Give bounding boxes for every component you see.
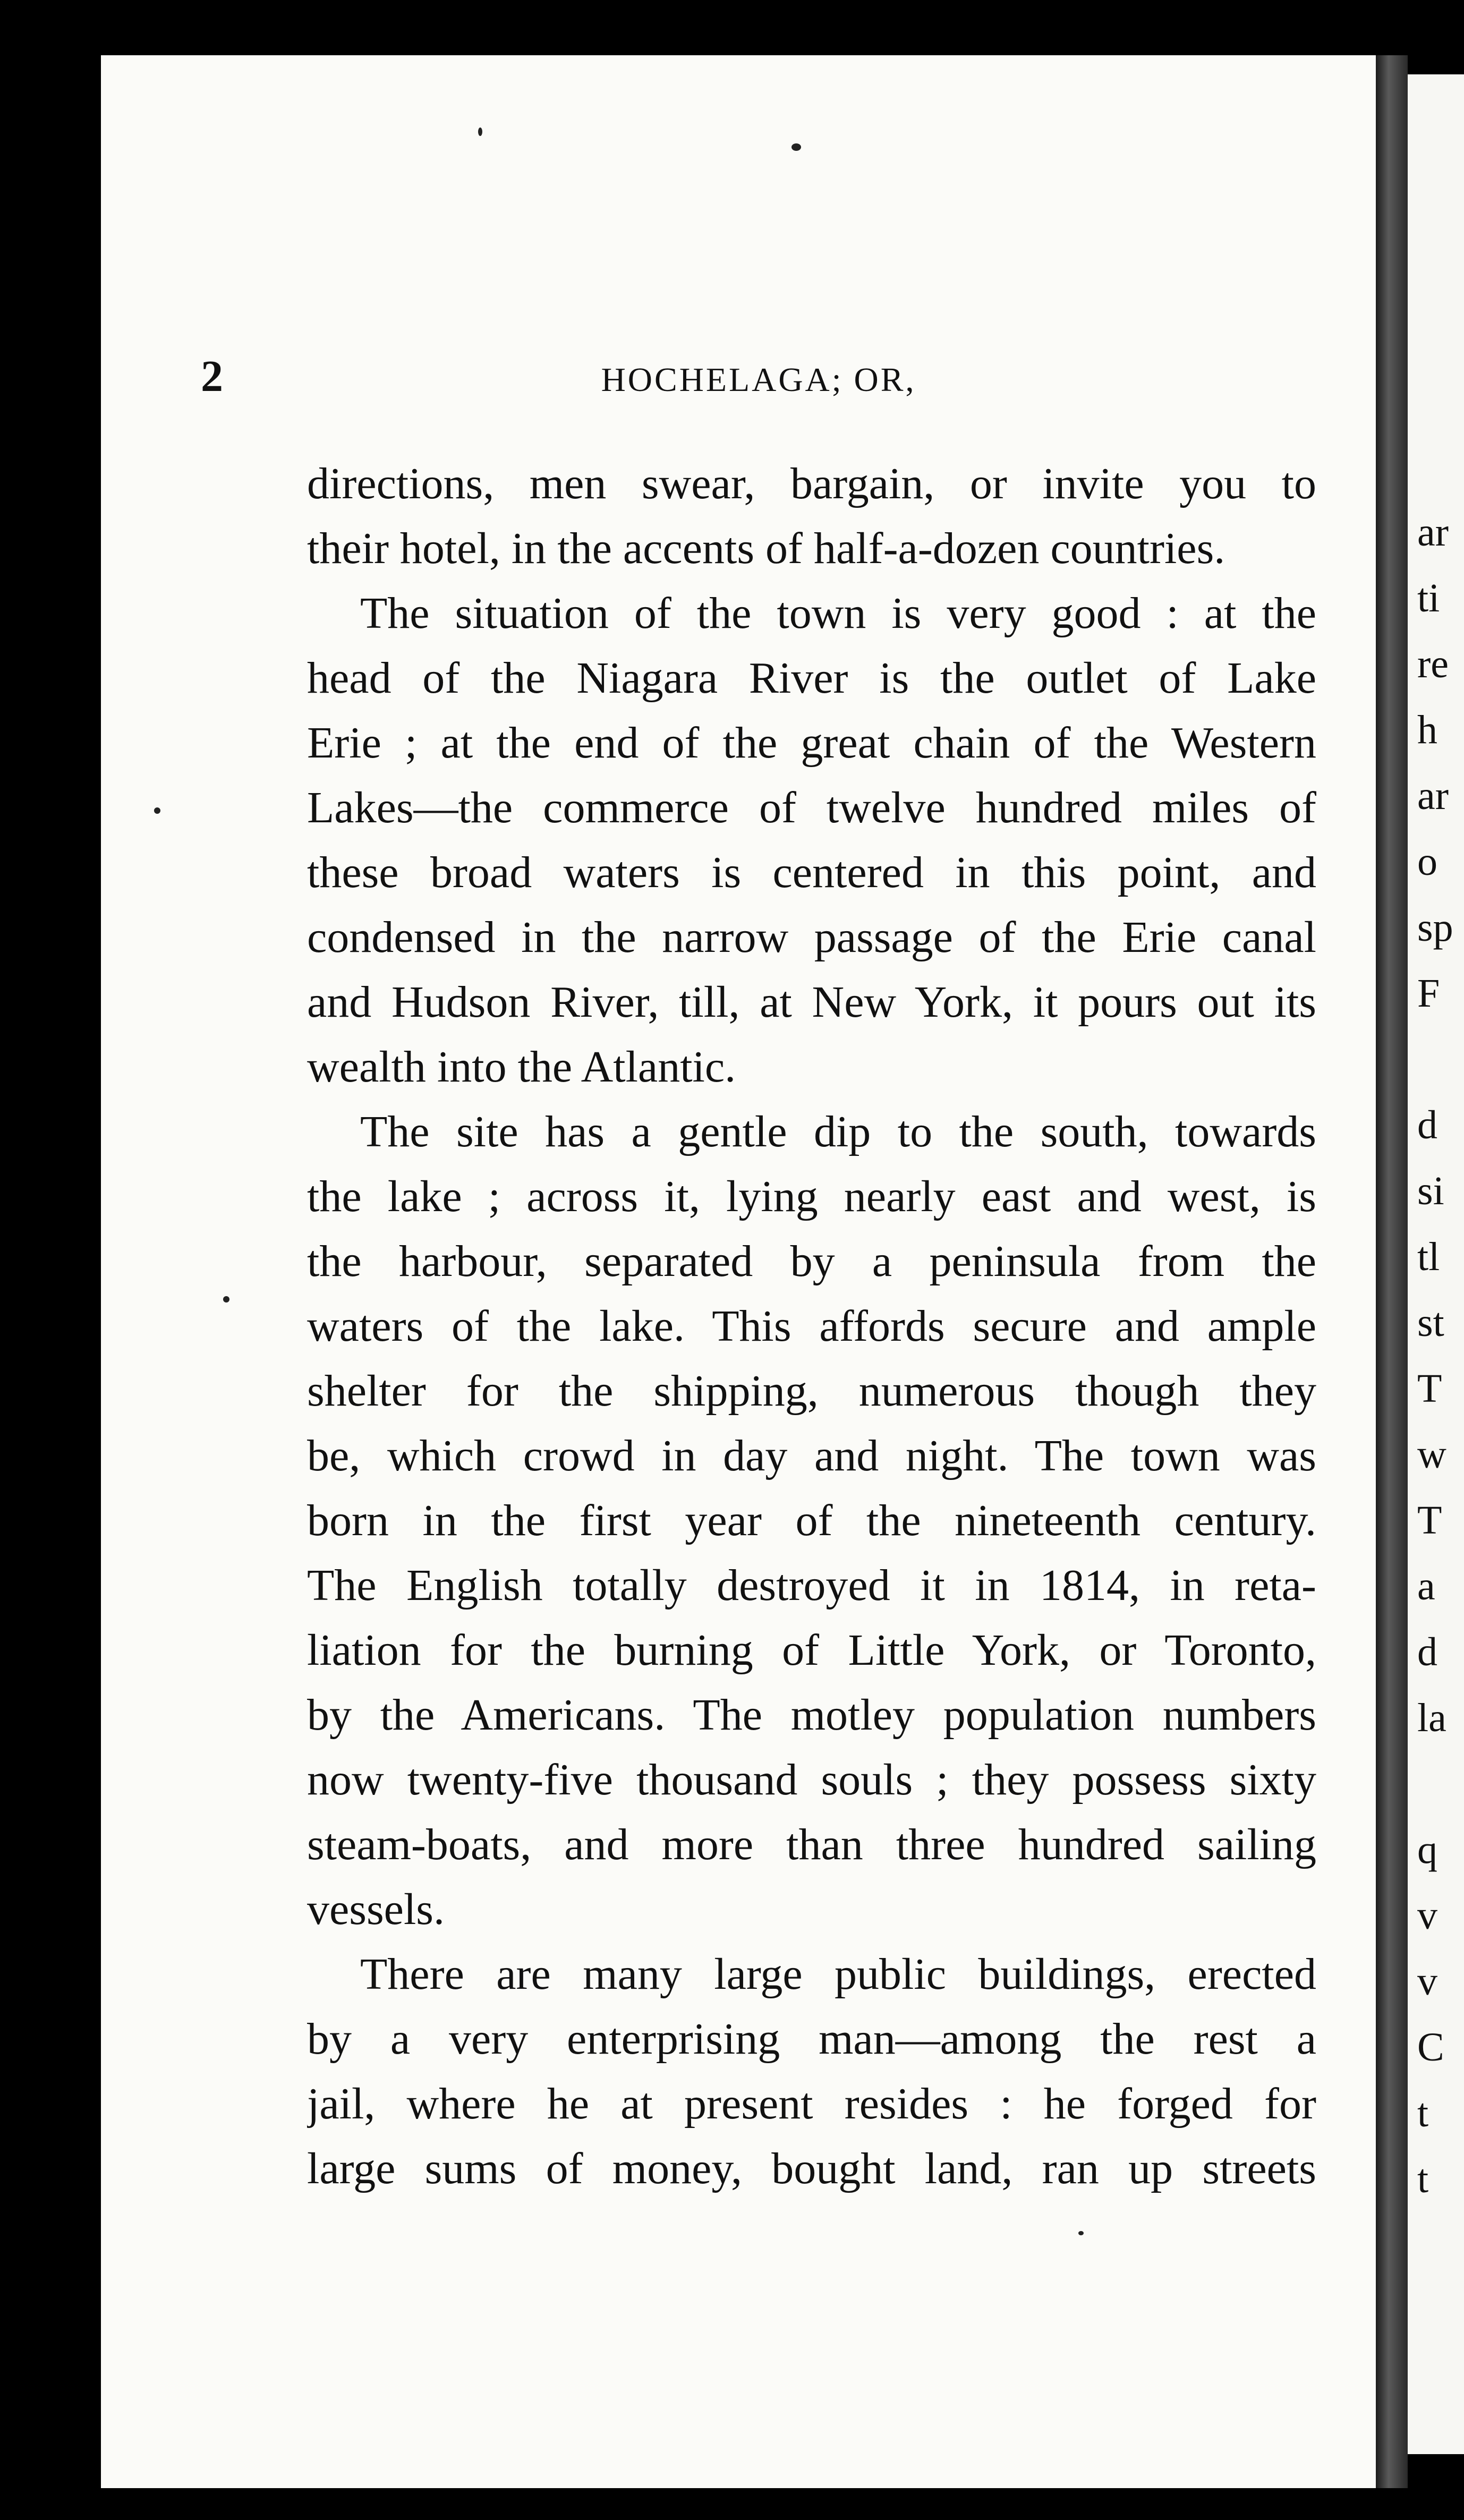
facing-page-text: [1417, 499, 1453, 2212]
text-line: jail, where he at present resides : he forged for: [307, 2079, 1316, 2129]
facing-page-fragment: ar: [1417, 510, 1449, 555]
page-gutter: [1376, 55, 1408, 2488]
body-text: [307, 452, 1316, 2201]
facing-page-fragment: st: [1417, 1300, 1444, 1345]
facing-page-fragment: T: [1417, 1498, 1442, 1543]
text-line: and Hudson River, till, at New York, it pours out its: [307, 977, 1316, 1027]
facing-page-fragment: tl: [1417, 1235, 1440, 1279]
facing-page-fragment: C: [1417, 2025, 1444, 2070]
text-line: large sums of money, bought land, ran up streets: [307, 2144, 1316, 2193]
speck: [223, 1296, 229, 1302]
text-line: steam-boats, and more than three hundred sailing: [307, 1820, 1316, 1869]
facing-page-fragment: t: [1417, 2157, 1429, 2201]
speck: [478, 127, 482, 136]
text-line: be, which crowd in day and night. The town was: [307, 1431, 1316, 1480]
text-line: The site has a gentle dip to the south, towards: [360, 1107, 1316, 1156]
facing-page-fragment: si: [1417, 1169, 1444, 1213]
facing-page-fragment: ti: [1417, 576, 1440, 620]
facing-page-fragment: sp: [1417, 905, 1453, 950]
text-line: wealth into the Atlantic.: [307, 1042, 736, 1092]
text-line: the lake ; across it, lying nearly east and west, is: [307, 1172, 1316, 1221]
facing-page-fragment: v: [1417, 1959, 1437, 2004]
facing-page-fragment: ar: [1417, 773, 1449, 818]
speck: [1078, 2231, 1084, 2235]
text-line: Erie ; at the end of the great chain of the Western: [307, 718, 1316, 768]
text-line: Lakes—the commerce of twelve hundred miles of: [307, 783, 1316, 832]
facing-page-fragment: q: [1417, 1827, 1437, 1872]
text-line: now twenty-five thousand souls ; they possess sixty: [307, 1755, 1316, 1804]
speck: [154, 807, 160, 814]
running-head: HOCHELAGA; OR,: [601, 361, 916, 398]
speck: [791, 143, 801, 151]
text-line: liation for the burning of Little York, or Toronto,: [307, 1625, 1316, 1675]
facing-page-edge: [1408, 74, 1464, 2454]
text-line: their hotel, in the accents of half-a-dozen countries.: [307, 524, 1225, 573]
facing-page-fragment: v: [1417, 1893, 1437, 1938]
text-line: by a very enterprising man—among the rest a: [307, 2014, 1316, 2064]
facing-page-fragment: la: [1417, 1696, 1446, 1740]
text-line: The situation of the town is very good : at the: [360, 589, 1316, 638]
text-line: There are many large public buildings, erected: [360, 1949, 1316, 1999]
facing-page-fragment: re: [1417, 642, 1449, 686]
text-line: shelter for the shipping, numerous though they: [307, 1366, 1316, 1416]
facing-page-fragment: o: [1417, 839, 1437, 884]
facing-page-fragment: a: [1417, 1564, 1435, 1608]
facing-page-fragment: t: [1417, 2091, 1429, 2135]
facing-page-fragment: F: [1417, 971, 1440, 1016]
text-line: condensed in the narrow passage of the Erie canal: [307, 913, 1316, 962]
facing-page-fragment: d: [1417, 1103, 1437, 1147]
page-header: [201, 351, 1316, 409]
page-number: 2: [201, 352, 223, 401]
text-line: waters of the lake. This affords secure and ample: [307, 1301, 1316, 1351]
facing-page-fragment: h: [1417, 708, 1437, 752]
facing-page-fragment: [1417, 1751, 1453, 1817]
text-line: these broad waters is centered in this point, and: [307, 848, 1316, 897]
facing-page-fragment: w: [1417, 1432, 1446, 1477]
text-line: born in the first year of the nineteenth century.: [307, 1496, 1316, 1545]
text-line: directions, men swear, bargain, or invite you to: [307, 459, 1316, 508]
text-line: by the Americans. The motley population numbers: [307, 1690, 1316, 1740]
text-line: The English totally destroyed it in 1814, in reta-: [307, 1561, 1316, 1610]
text-line: vessels.: [307, 1885, 445, 1934]
facing-page-fragment: [1417, 1026, 1453, 1092]
text-line: the harbour, separated by a peninsula from the: [307, 1237, 1316, 1286]
text-line: head of the Niagara River is the outlet of Lake: [307, 653, 1316, 703]
facing-page-fragment: T: [1417, 1366, 1442, 1411]
facing-page-fragment: d: [1417, 1630, 1437, 1674]
